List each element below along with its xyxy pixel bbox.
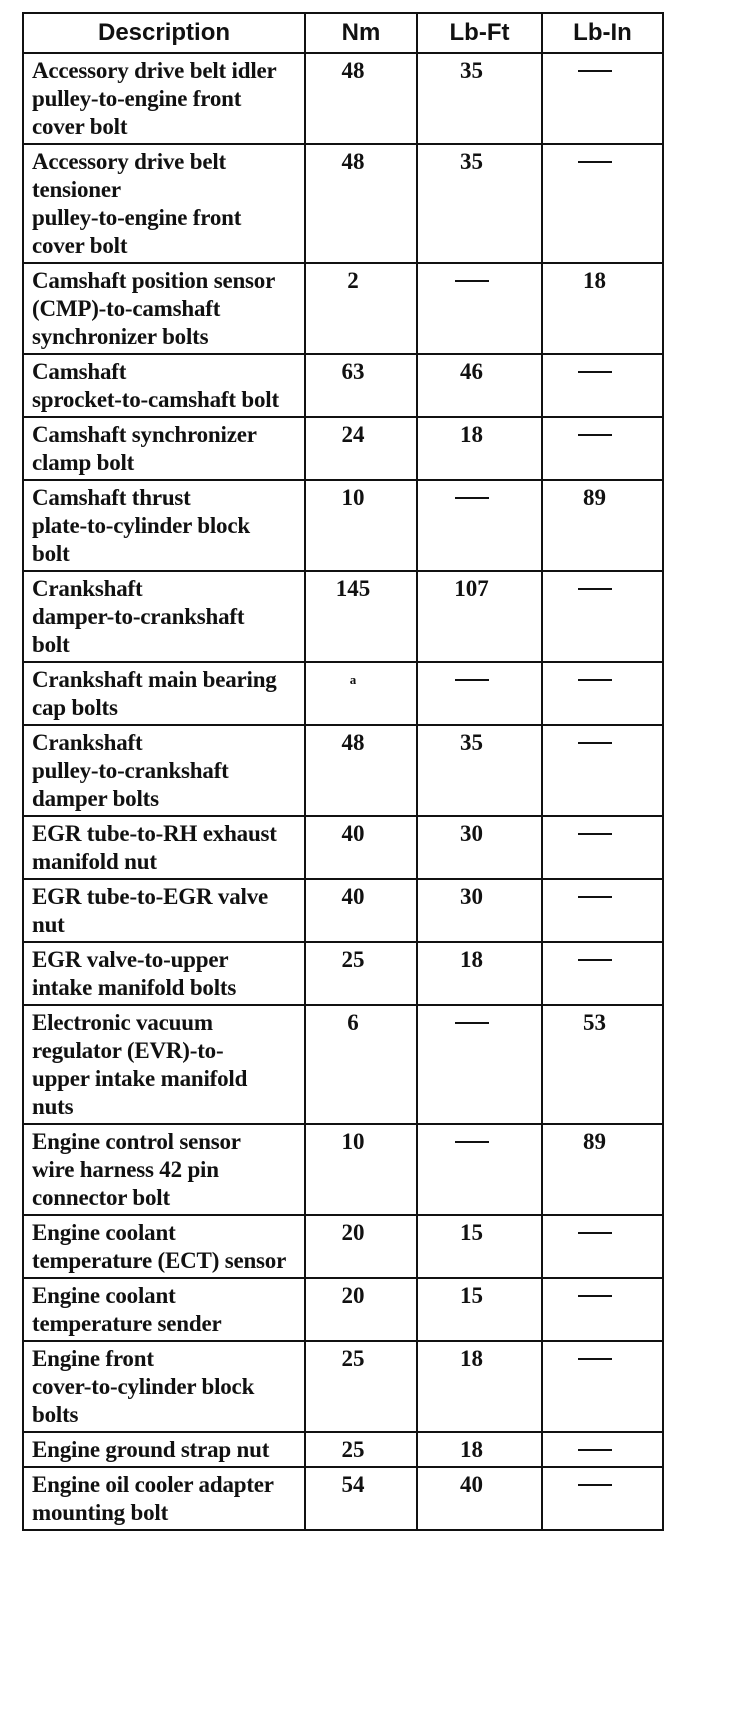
description-cell xyxy=(23,480,305,571)
table-row xyxy=(23,816,663,879)
description-line: damper-to-crankshaft xyxy=(32,604,245,629)
value-text: 25 xyxy=(341,947,365,972)
lb-in-cell xyxy=(542,571,663,662)
value-text: 107 xyxy=(454,576,489,601)
description-cell xyxy=(23,879,305,942)
description-line: cover bolt xyxy=(32,233,128,258)
table-row xyxy=(23,1341,663,1432)
empty-value-dash xyxy=(455,497,489,499)
empty-value-dash xyxy=(455,1141,489,1143)
nm-cell xyxy=(305,571,417,662)
header-description: Description xyxy=(23,13,305,53)
description-cell xyxy=(23,571,305,662)
table-row xyxy=(23,1215,663,1278)
footnote-marker: a xyxy=(349,672,357,687)
lb-ft-cell xyxy=(417,816,542,879)
lb-in-cell xyxy=(542,662,663,725)
lb-in-cell xyxy=(542,53,663,144)
nm-cell xyxy=(305,1341,417,1432)
lb-ft-cell xyxy=(417,1124,542,1215)
description-line: Camshaft synchronizer xyxy=(32,422,257,447)
description-line: bolt xyxy=(32,632,70,657)
description-line: cap bolts xyxy=(32,695,118,720)
value-text: 89 xyxy=(583,485,606,510)
table-row xyxy=(23,354,663,417)
description-line: plate-to-cylinder block xyxy=(32,513,250,538)
description-line: Crankshaft xyxy=(32,730,143,755)
description-line: Electronic vacuum xyxy=(32,1010,213,1035)
lb-ft-cell xyxy=(417,53,542,144)
description-line: pulley-to-engine front xyxy=(32,205,242,230)
lb-in-cell xyxy=(542,354,663,417)
lb-in-cell xyxy=(542,1278,663,1341)
value-text: 48 xyxy=(341,58,365,83)
description-line: nut xyxy=(32,912,65,937)
value-text: 35 xyxy=(460,58,483,83)
value-text: 15 xyxy=(460,1283,483,1308)
value-text: 25 xyxy=(341,1346,365,1371)
value-text: 2 xyxy=(347,268,359,293)
description-cell xyxy=(23,144,305,263)
description-cell xyxy=(23,354,305,417)
table-row xyxy=(23,1005,663,1124)
nm-cell xyxy=(305,879,417,942)
table-row xyxy=(23,942,663,1005)
nm-cell xyxy=(305,1432,417,1467)
nm-cell xyxy=(305,816,417,879)
value-text: 53 xyxy=(583,1010,606,1035)
description-line: synchronizer bolts xyxy=(32,324,209,349)
description-line: tensioner xyxy=(32,177,121,202)
value-text: 40 xyxy=(341,821,365,846)
empty-value-dash xyxy=(455,679,489,681)
header-nm: Nm xyxy=(305,13,417,53)
lb-in-cell xyxy=(542,1432,663,1467)
table-row xyxy=(23,1278,663,1341)
description-line: temperature sender xyxy=(32,1311,222,1336)
description-line: EGR tube-to-RH exhaust xyxy=(32,821,277,846)
lb-in-cell xyxy=(542,816,663,879)
value-text: 18 xyxy=(460,1437,483,1462)
value-text: 18 xyxy=(460,1346,483,1371)
empty-value-dash xyxy=(578,70,612,72)
torque-spec-sheet xyxy=(22,12,662,1531)
description-line: bolt xyxy=(32,541,70,566)
description-line: Camshaft position sensor xyxy=(32,268,276,293)
nm-cell xyxy=(305,417,417,480)
value-text: 48 xyxy=(341,149,365,174)
table-row xyxy=(23,144,663,263)
lb-in-cell xyxy=(542,1341,663,1432)
lb-ft-cell xyxy=(417,144,542,263)
empty-value-dash xyxy=(578,742,612,744)
description-cell xyxy=(23,53,305,144)
value-text: 145 xyxy=(335,576,371,601)
nm-cell xyxy=(305,53,417,144)
value-text: 30 xyxy=(460,821,483,846)
description-line: bolts xyxy=(32,1402,79,1427)
value-text: 10 xyxy=(341,1129,365,1154)
value-text: 18 xyxy=(460,422,483,447)
table-row xyxy=(23,725,663,816)
description-line: cover-to-cylinder block xyxy=(32,1374,255,1399)
lb-ft-cell xyxy=(417,1215,542,1278)
description-line: EGR valve-to-upper xyxy=(32,947,229,972)
empty-value-dash xyxy=(578,1358,612,1360)
description-line: temperature (ECT) sensor xyxy=(32,1248,287,1273)
description-line: sprocket-to-camshaft bolt xyxy=(32,387,279,412)
description-line: Engine ground strap nut xyxy=(32,1437,270,1462)
empty-value-dash xyxy=(578,959,612,961)
description-line: connector bolt xyxy=(32,1185,170,1210)
description-cell xyxy=(23,1467,305,1530)
description-cell xyxy=(23,1005,305,1124)
nm-cell xyxy=(305,354,417,417)
value-text: 10 xyxy=(341,485,365,510)
description-cell xyxy=(23,1278,305,1341)
empty-value-dash xyxy=(578,1484,612,1486)
lb-in-cell xyxy=(542,1215,663,1278)
table-row xyxy=(23,417,663,480)
description-line: regulator (EVR)-to- xyxy=(32,1038,224,1063)
nm-cell xyxy=(305,1215,417,1278)
value-text: 48 xyxy=(341,730,365,755)
lb-ft-cell xyxy=(417,1467,542,1530)
value-text: 30 xyxy=(460,884,483,909)
nm-cell xyxy=(305,1124,417,1215)
description-line: nuts xyxy=(32,1094,74,1119)
lb-ft-cell xyxy=(417,662,542,725)
lb-in-cell xyxy=(542,879,663,942)
lb-ft-cell xyxy=(417,725,542,816)
lb-in-cell xyxy=(542,1124,663,1215)
description-cell xyxy=(23,662,305,725)
lb-in-cell xyxy=(542,942,663,1005)
torque-spec-table xyxy=(22,12,664,1531)
table-row xyxy=(23,1432,663,1467)
table-row xyxy=(23,571,663,662)
table-body xyxy=(23,53,663,1530)
value-text: 20 xyxy=(341,1283,365,1308)
description-line: pulley-to-engine front xyxy=(32,86,242,111)
description-line: Engine oil cooler adapter xyxy=(32,1472,274,1497)
header-row xyxy=(23,13,663,53)
table-row xyxy=(23,263,663,354)
description-line: manifold nut xyxy=(32,849,157,874)
value-text: 63 xyxy=(341,359,365,384)
nm-cell xyxy=(305,263,417,354)
lb-ft-cell xyxy=(417,1432,542,1467)
empty-value-dash xyxy=(455,1022,489,1024)
empty-value-dash xyxy=(578,679,612,681)
description-line: Engine control sensor xyxy=(32,1129,241,1154)
empty-value-dash xyxy=(578,371,612,373)
empty-value-dash xyxy=(578,588,612,590)
value-text: 40 xyxy=(341,884,365,909)
lb-ft-cell xyxy=(417,417,542,480)
nm-cell xyxy=(305,942,417,1005)
lb-ft-cell xyxy=(417,571,542,662)
header-lb-ft: Lb-Ft xyxy=(417,13,542,53)
value-text: 89 xyxy=(583,1129,606,1154)
description-line: Camshaft thrust xyxy=(32,485,191,510)
lb-in-cell xyxy=(542,725,663,816)
description-line: Crankshaft xyxy=(32,576,143,601)
nm-cell xyxy=(305,662,417,725)
empty-value-dash xyxy=(455,280,489,282)
nm-cell xyxy=(305,480,417,571)
empty-value-dash xyxy=(578,1232,612,1234)
table-row xyxy=(23,480,663,571)
description-line: Crankshaft main bearing xyxy=(32,667,277,692)
description-line: damper bolts xyxy=(32,786,159,811)
description-cell xyxy=(23,725,305,816)
description-line: mounting bolt xyxy=(32,1500,169,1525)
description-line: Accessory drive belt xyxy=(32,149,226,174)
description-line: pulley-to-crankshaft xyxy=(32,758,229,783)
empty-value-dash xyxy=(578,896,612,898)
description-cell xyxy=(23,1215,305,1278)
value-text: 54 xyxy=(341,1472,365,1497)
description-cell xyxy=(23,1341,305,1432)
description-line: EGR tube-to-EGR valve xyxy=(32,884,269,909)
lb-ft-cell xyxy=(417,1278,542,1341)
description-line: Camshaft xyxy=(32,359,127,384)
value-text: 18 xyxy=(460,947,483,972)
description-line: Engine front xyxy=(32,1346,154,1371)
lb-ft-cell xyxy=(417,480,542,571)
value-text: 46 xyxy=(460,359,483,384)
description-cell xyxy=(23,1432,305,1467)
header-lb-in: Lb-In xyxy=(542,13,663,53)
value-text: 6 xyxy=(347,1010,359,1035)
description-line: clamp bolt xyxy=(32,450,135,475)
lb-in-cell xyxy=(542,263,663,354)
empty-value-dash xyxy=(578,1295,612,1297)
lb-in-cell xyxy=(542,1467,663,1530)
value-text: 25 xyxy=(341,1437,365,1462)
nm-cell xyxy=(305,725,417,816)
table-row xyxy=(23,53,663,144)
value-text: 40 xyxy=(460,1472,483,1497)
lb-in-cell xyxy=(542,480,663,571)
lb-ft-cell xyxy=(417,942,542,1005)
empty-value-dash xyxy=(578,434,612,436)
value-text: 15 xyxy=(460,1220,483,1245)
nm-cell xyxy=(305,1467,417,1530)
nm-cell xyxy=(305,1005,417,1124)
table-row xyxy=(23,1467,663,1530)
lb-in-cell xyxy=(542,144,663,263)
value-text: 20 xyxy=(341,1220,365,1245)
lb-in-cell xyxy=(542,417,663,480)
nm-cell xyxy=(305,144,417,263)
description-line: (CMP)-to-camshaft xyxy=(32,296,221,321)
empty-value-dash xyxy=(578,1449,612,1451)
value-text: 35 xyxy=(460,730,483,755)
nm-cell xyxy=(305,1278,417,1341)
description-line: Engine coolant xyxy=(32,1220,176,1245)
description-cell xyxy=(23,417,305,480)
empty-value-dash xyxy=(578,161,612,163)
description-line: upper intake manifold xyxy=(32,1066,248,1091)
lb-in-cell xyxy=(542,1005,663,1124)
lb-ft-cell xyxy=(417,263,542,354)
table-row xyxy=(23,879,663,942)
description-cell xyxy=(23,263,305,354)
lb-ft-cell xyxy=(417,879,542,942)
lb-ft-cell xyxy=(417,1341,542,1432)
description-line: cover bolt xyxy=(32,114,128,139)
description-line: Accessory drive belt idler xyxy=(32,58,277,83)
table-row xyxy=(23,662,663,725)
description-cell xyxy=(23,816,305,879)
value-text: 18 xyxy=(583,268,606,293)
table-row xyxy=(23,1124,663,1215)
description-line: wire harness 42 pin xyxy=(32,1157,219,1182)
lb-ft-cell xyxy=(417,1005,542,1124)
value-text: 24 xyxy=(341,422,365,447)
description-line: intake manifold bolts xyxy=(32,975,237,1000)
description-cell xyxy=(23,1124,305,1215)
empty-value-dash xyxy=(578,833,612,835)
description-cell xyxy=(23,942,305,1005)
lb-ft-cell xyxy=(417,354,542,417)
value-text: 35 xyxy=(460,149,483,174)
description-line: Engine coolant xyxy=(32,1283,176,1308)
